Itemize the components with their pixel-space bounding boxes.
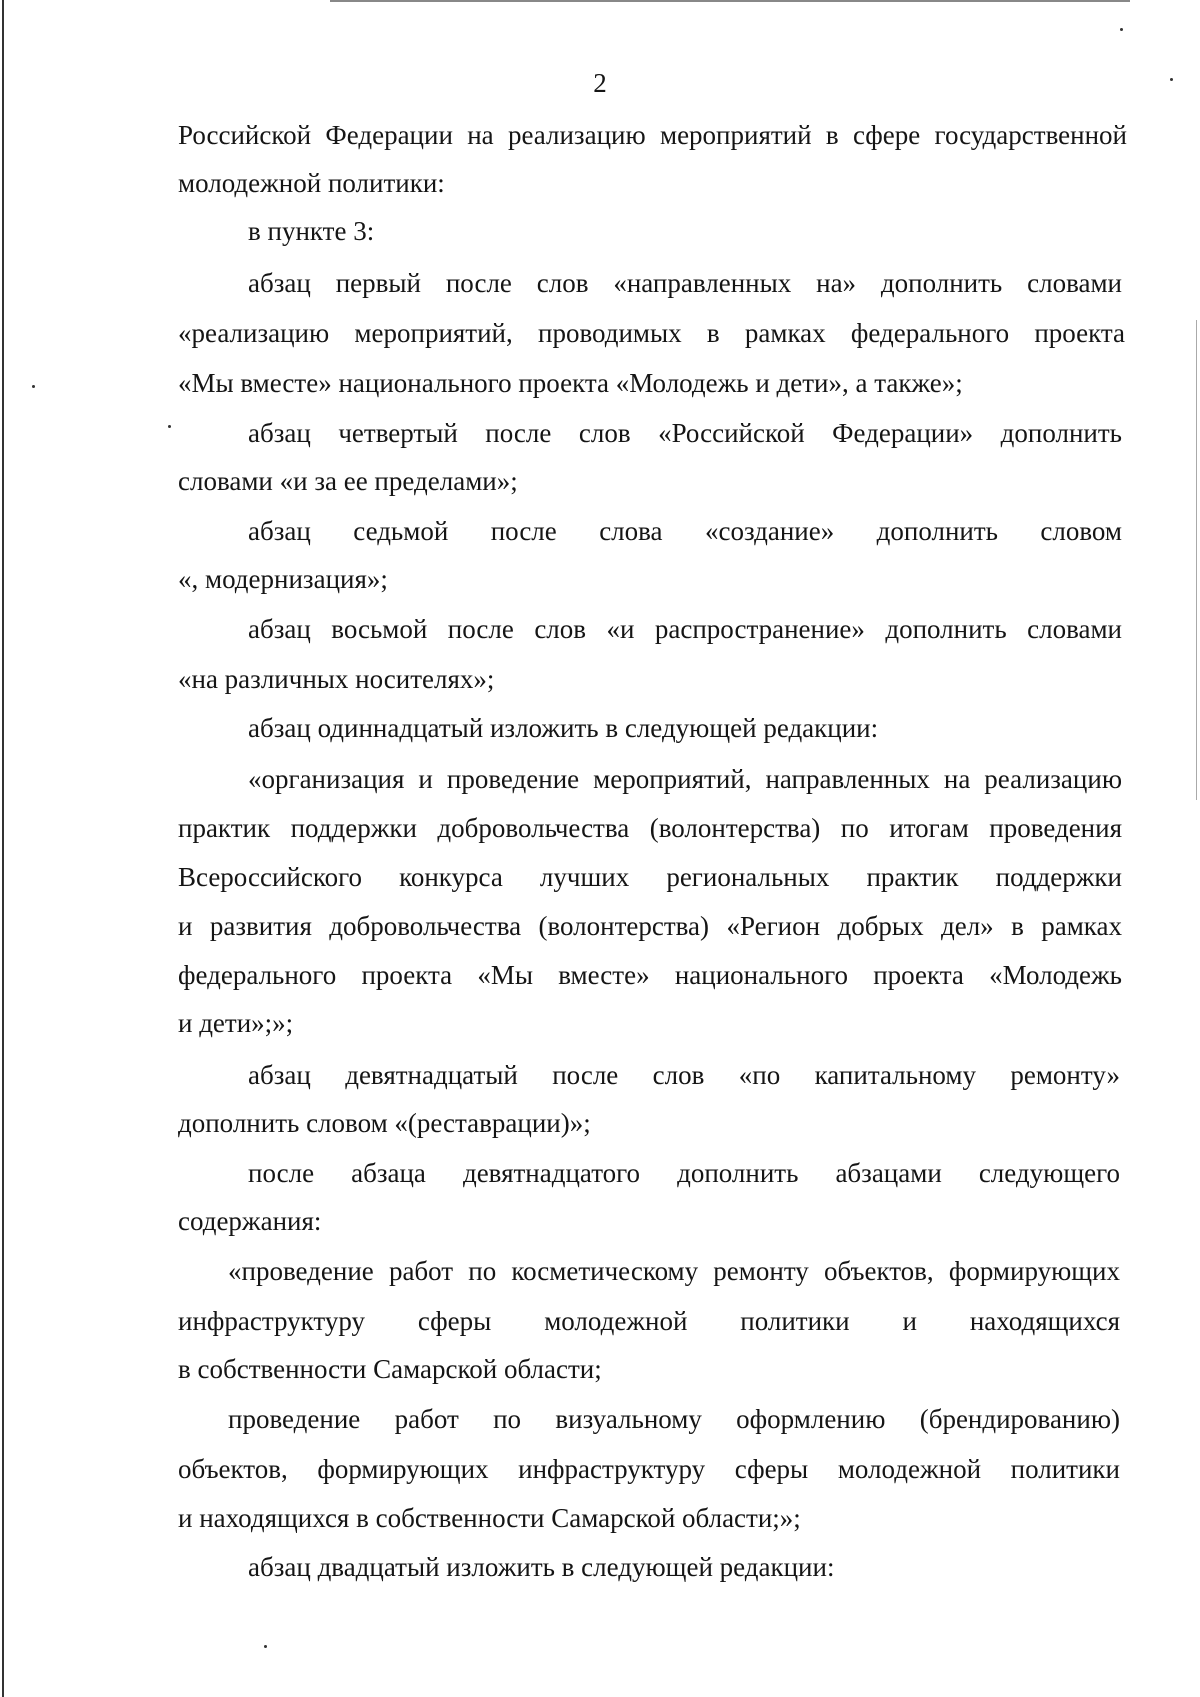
text-line: в пункте 3: [248, 216, 375, 246]
text-line: «, модернизация»; [178, 564, 388, 594]
text-line: «на различных носителях»; [178, 664, 495, 694]
scan-edge-right [1196, 320, 1197, 800]
text-line: молодежной политики: [178, 168, 445, 198]
text-line: «организация и проведение мероприятий, направленных на реализацию [248, 764, 1122, 794]
text-line: практик поддержки добровольчества (волонтерства) по итогам проведения [178, 813, 1122, 843]
text-line: «реализацию мероприятий, проводимых в рамках федерального проекта [178, 318, 1125, 348]
text-line: абзац одиннадцатый изложить в следующей редакции: [248, 713, 879, 743]
text-line: проведение работ по визуальному оформлению (брендированию) [228, 1404, 1120, 1434]
text-line: содержания: [178, 1206, 322, 1236]
text-line: «Мы вместе» национального проекта «Молодежь и дети», а также»; [178, 368, 963, 398]
scan-edge-left [2, 0, 4, 1697]
page-number: 2 [593, 68, 607, 98]
text-line: словами «и за ее пределами»; [178, 466, 518, 496]
text-line: Всероссийского конкурса лучших региональных практик поддержки [178, 862, 1122, 892]
scan-speck [168, 425, 171, 428]
text-line: абзац восьмой после слов «и распространение» дополнить словами [248, 614, 1122, 644]
scan-speck [32, 385, 35, 388]
text-line: абзац первый после слов «направленных на» дополнить словами [248, 268, 1122, 298]
text-line: и находящихся в собственности Самарской области;»; [178, 1503, 801, 1533]
text-line: Российской Федерации на реализацию мероприятий в сфере государственной [178, 120, 1127, 150]
text-line: абзац девятнадцатый после слов «по капитальному ремонту» [248, 1060, 1120, 1090]
scan-speck [1120, 28, 1123, 31]
text-line: после абзаца девятнадцатого дополнить абзацами следующего [248, 1158, 1120, 1188]
text-line: абзац двадцатый изложить в следующей редакции: [248, 1552, 835, 1582]
scan-edge-top [330, 0, 1130, 2]
text-line: и дети»;»; [178, 1008, 294, 1038]
text-line: «проведение работ по косметическому ремонту объектов, формирующих [228, 1256, 1120, 1286]
text-line: инфраструктуру сферы молодежной политики и находящихся [178, 1306, 1120, 1336]
text-line: объектов, формирующих инфраструктуру сферы молодежной политики [178, 1454, 1120, 1484]
text-line: дополнить словом «(реставрации)»; [178, 1108, 591, 1138]
text-line: федерального проекта «Мы вместе» национального проекта «Молодежь [178, 960, 1122, 990]
text-line: в собственности Самарской области; [178, 1354, 602, 1384]
text-line: абзац седьмой после слова «создание» дополнить словом [248, 516, 1122, 546]
text-line: абзац четвертый после слов «Российской Федерации» дополнить [248, 418, 1122, 448]
scan-speck [1170, 78, 1173, 81]
text-line: и развития добровольчества (волонтерства) «Регион добрых дел» в рамках [178, 911, 1122, 941]
scan-speck [264, 1645, 267, 1648]
